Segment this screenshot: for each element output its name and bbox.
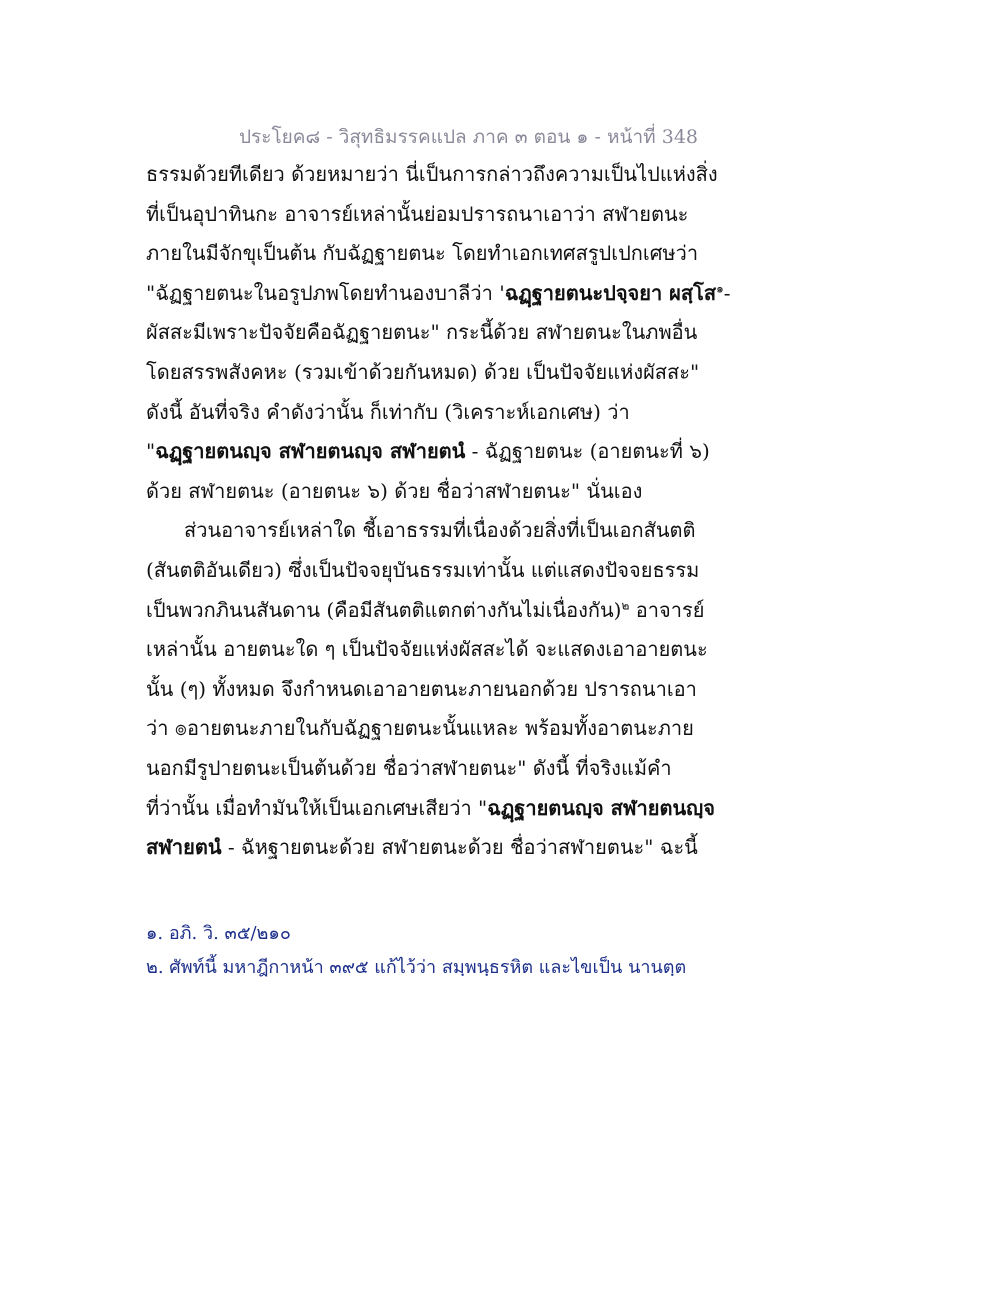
- body-line: [146, 670, 706, 710]
- text-segment: ที่ว่านั้น เมื่อทำมันให้เป็นเอกเศษเสียว่า ": [146, 795, 488, 820]
- body-line: [146, 195, 706, 235]
- text-segment: ส่วนอาจารย์เหล่าใด ชี้เอาธรรมที่เนื่องด้วยสิ่งที่เป็นเอกสันตติ: [184, 518, 696, 543]
- footnote-marker: ๑: [716, 281, 724, 296]
- body-line: [146, 511, 706, 551]
- footnote: ๑. อภิ. วิ. ๓๕/๒๑๐: [146, 923, 291, 944]
- text-segment: นอกมีรูปายตนะเป็นต้นด้วย ชื่อว่าสฬายตนะ" ดังนี้ ที่จริงแม้คำ: [146, 755, 672, 780]
- text-segment: ": [146, 439, 156, 464]
- text-segment: -: [723, 280, 731, 305]
- body-line: [146, 313, 706, 353]
- text-segment: - ฉัฏฐายตนะ (อายตนะที่ ๖): [465, 439, 710, 464]
- body-line: [146, 274, 731, 314]
- body-line: [146, 828, 706, 868]
- text-segment: ผัสสะมีเพราะปัจจัยคือฉัฏฐายตนะ" กระนี้ด้วย สฬายตนะในภพอื่น: [146, 320, 698, 345]
- body-line: [146, 709, 706, 749]
- text-segment: - ฉัหฐายตนะด้วย สฬายตนะด้วย ชื่อว่าสฬายตนะ" ฉะนี้: [221, 835, 698, 860]
- text-segment: ด้วย สฬายตนะ (อายตนะ ๖) ด้วย ชื่อว่าสฬายตนะ" นั่นเอง: [146, 478, 643, 503]
- pali-term: ฉฏฺฐายตนะปจฺจยา ผสฺโส: [504, 280, 717, 305]
- footnote-marker: ๒: [621, 597, 630, 612]
- footnote: ๒. ศัพท์นี้ มหาฎีกาหน้า ๓๙๕ แก้ไว้ว่า สมฺพนฺธรหิต และไขเป็น นานตฺต: [146, 957, 687, 978]
- text-segment: เป็นพวกภินนสันดาน (คือมีสันตติแตกต่างกันไม่เนื่องกัน): [146, 597, 622, 622]
- body-line: [146, 353, 706, 393]
- body-line: [146, 393, 706, 433]
- text-segment: ภายในมีจักขุเป็นต้น กับฉัฏฐายตนะ โดยทำเอกเทศสรูปเปกเศษว่า: [146, 241, 699, 266]
- text-segment: ว่า ๏อายตนะภายในกับฉัฏฐายตนะนั้นแหละ พร้อมทั้งอาตนะภาย: [146, 716, 694, 741]
- body-line: [146, 551, 706, 591]
- body-text: [146, 155, 731, 868]
- body-line: [146, 155, 718, 195]
- pali-term: สฬายตนํ: [146, 835, 222, 860]
- text-segment: เหล่านั้น อายตนะใด ๆ เป็นปัจจัยแห่งผัสสะได้ จะแสดงเอาอายตนะ: [146, 637, 708, 662]
- body-line: [146, 234, 706, 274]
- text-segment: นั้น (ๆ) ทั้งหมด จึงกำหนดเอาอายตนะภายนอกด้วย ปรารถนาเอา: [146, 676, 697, 701]
- page-header: ประโยค๘ - วิสุทธิมรรคแปล ภาค ๓ ตอน ๑ - หน้าที่ 348: [238, 126, 698, 148]
- body-line: [146, 591, 706, 631]
- text-segment: ดังนี้ อันที่จริง คำดังว่านั้น ก็เท่ากับ (วิเคราะห์เอกเศษ) ว่า: [146, 399, 630, 424]
- text-segment: (สันตติอันเดียว) ซึ่งเป็นปัจจยุบันธรรมเท่านั้น แต่แสดงปัจจยธรรม: [146, 557, 700, 582]
- text-segment: ที่เป็นอุปาทินกะ อาจารย์เหล่านั้นย่อมปรารถนาเอาว่า สฬายตนะ: [146, 201, 689, 226]
- text-segment: "ฉัฏฐายตนะในอรูปภพโดยทำนองบาลีว่า ': [146, 280, 505, 305]
- text-segment: โดยสรรพสังคหะ (รวมเข้าด้วยกันหมด) ด้วย เป็นปัจจัยแห่งผัสสะ": [146, 359, 700, 384]
- pali-term: ฉฏฺฐายตนญฺจ สฬายตนญฺจ สฬายตนํ: [155, 439, 466, 464]
- text-segment: ธรรมด้วยทีเดียว ด้วยหมายว่า นี่เป็นการกล่าวถึงความเป็นไปแห่งสิ่ง: [146, 162, 718, 186]
- body-line: [146, 749, 706, 789]
- footnotes: [146, 917, 706, 985]
- text-segment: อาจารย์: [629, 597, 705, 622]
- body-line: [146, 472, 706, 512]
- body-line: [146, 630, 706, 670]
- body-line: [146, 789, 715, 829]
- body-line: [146, 432, 710, 472]
- pali-term: ฉฏฺฐายตนญฺจ สฬายตนญฺจ: [487, 795, 715, 820]
